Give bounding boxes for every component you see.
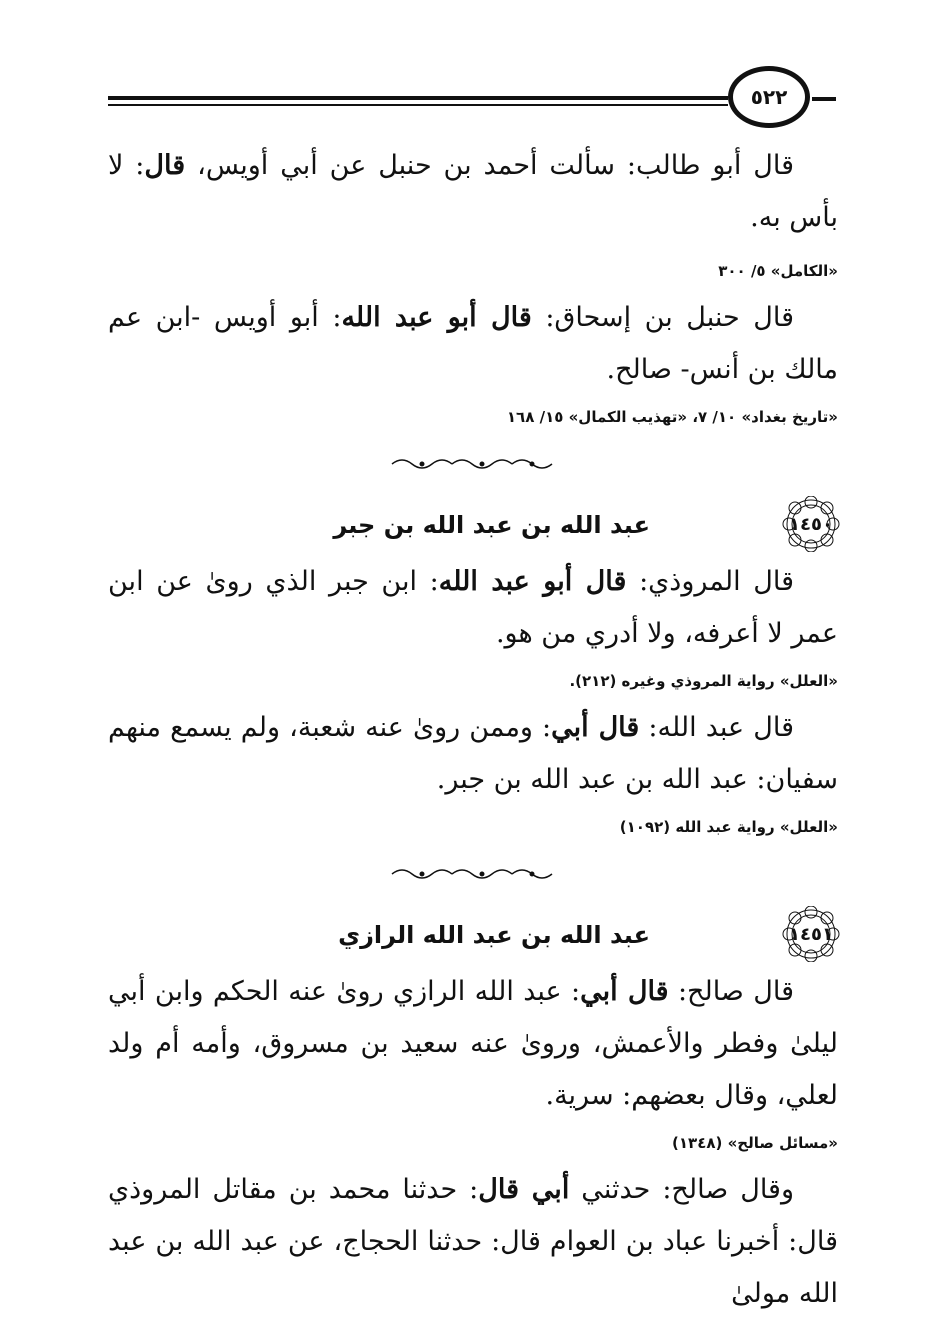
citation-4: «العلل» رواية عبد الله (١٠٩٢) xyxy=(619,818,838,836)
paragraph-3 xyxy=(108,556,838,660)
citation-1: «الكامل» ٥/ ٣٠٠ xyxy=(718,262,838,280)
bold-run: قال أبو عبد الله xyxy=(438,566,627,597)
paragraph-4 xyxy=(108,702,838,806)
text-run: وقال صالح: حدثني xyxy=(569,1174,794,1205)
bold-run: قال xyxy=(144,150,186,181)
text-run: قال أبو طالب: سألت أحمد بن حنبل عن أبي أويس، xyxy=(185,150,795,181)
citation-3: «العلل» رواية المروذي وغيره (٢١٢). xyxy=(569,672,838,690)
text-run: قال المروذي: xyxy=(626,566,794,597)
paragraph-1 xyxy=(108,140,838,244)
text-run: قال عبد الله: xyxy=(639,712,795,743)
entry-title: عبد الله بن عبد الله الرازي xyxy=(338,921,650,949)
text-run: : لا بأس به. xyxy=(108,150,838,233)
ornament-divider xyxy=(388,456,558,472)
bold-run: قال أبي xyxy=(580,976,669,1007)
entry-number: ١٤٥٠ xyxy=(789,513,833,535)
text-run: : عبد الله الرازي روىٰ عنه الحكم وابن أبي ليلىٰ وفطر والأعمش، وروىٰ عنه سعيد بن مسروق، وأمه أم ولد لعلي، وقال بعضهم: سرية. xyxy=(108,976,838,1111)
header-rule-right xyxy=(812,97,836,101)
page-number: ٥٢٢ xyxy=(728,66,810,128)
bold-run: قال أبو عبد الله xyxy=(341,302,532,333)
entry-number: ١٤٥١ xyxy=(789,923,833,945)
paragraph-6 xyxy=(108,1164,838,1320)
entry-title: عبد الله بن عبد الله بن جبر xyxy=(333,511,650,539)
text-run: : أبو أويس -ابن عم مالك بن أنس- صالح. xyxy=(108,302,838,385)
header-rule-top xyxy=(108,96,728,100)
text-run: قال صالح: xyxy=(668,976,794,1007)
text-run: : حدثنا محمد بن مقاتل المروذي قال: أخبرنا عباد بن العوام قال: حدثنا الحجاج، عن عبد الله بن عبد الله مولىٰ xyxy=(108,1174,838,1309)
entry-number-badge xyxy=(780,496,842,552)
header-rule-bottom xyxy=(108,104,728,106)
paragraph-5 xyxy=(108,966,838,1122)
text-run: : ابن جبر الذي روىٰ عن ابن عمر لا أعرفه، ولا أدري من هو. xyxy=(108,566,838,649)
text-run: : وممن روىٰ عنه شعبة، ولم يسمع منهم سفيان: عبد الله بن عبد الله بن جبر. xyxy=(108,712,838,795)
text-run: قال حنبل بن إسحاق: xyxy=(531,302,794,333)
bold-run: أبي قال xyxy=(478,1174,570,1205)
ornament-divider xyxy=(388,866,558,882)
citation-2: «تاريخ بغداد» ١٠/ ٧، «تهذيب الكمال» ١٥/ ١٦٨ xyxy=(506,408,838,426)
bold-run: قال أبي xyxy=(551,712,640,743)
paragraph-2 xyxy=(108,292,838,396)
entry-number-badge xyxy=(780,906,842,962)
citation-5: «مسائل صالح» (١٣٤٨) xyxy=(672,1134,838,1152)
